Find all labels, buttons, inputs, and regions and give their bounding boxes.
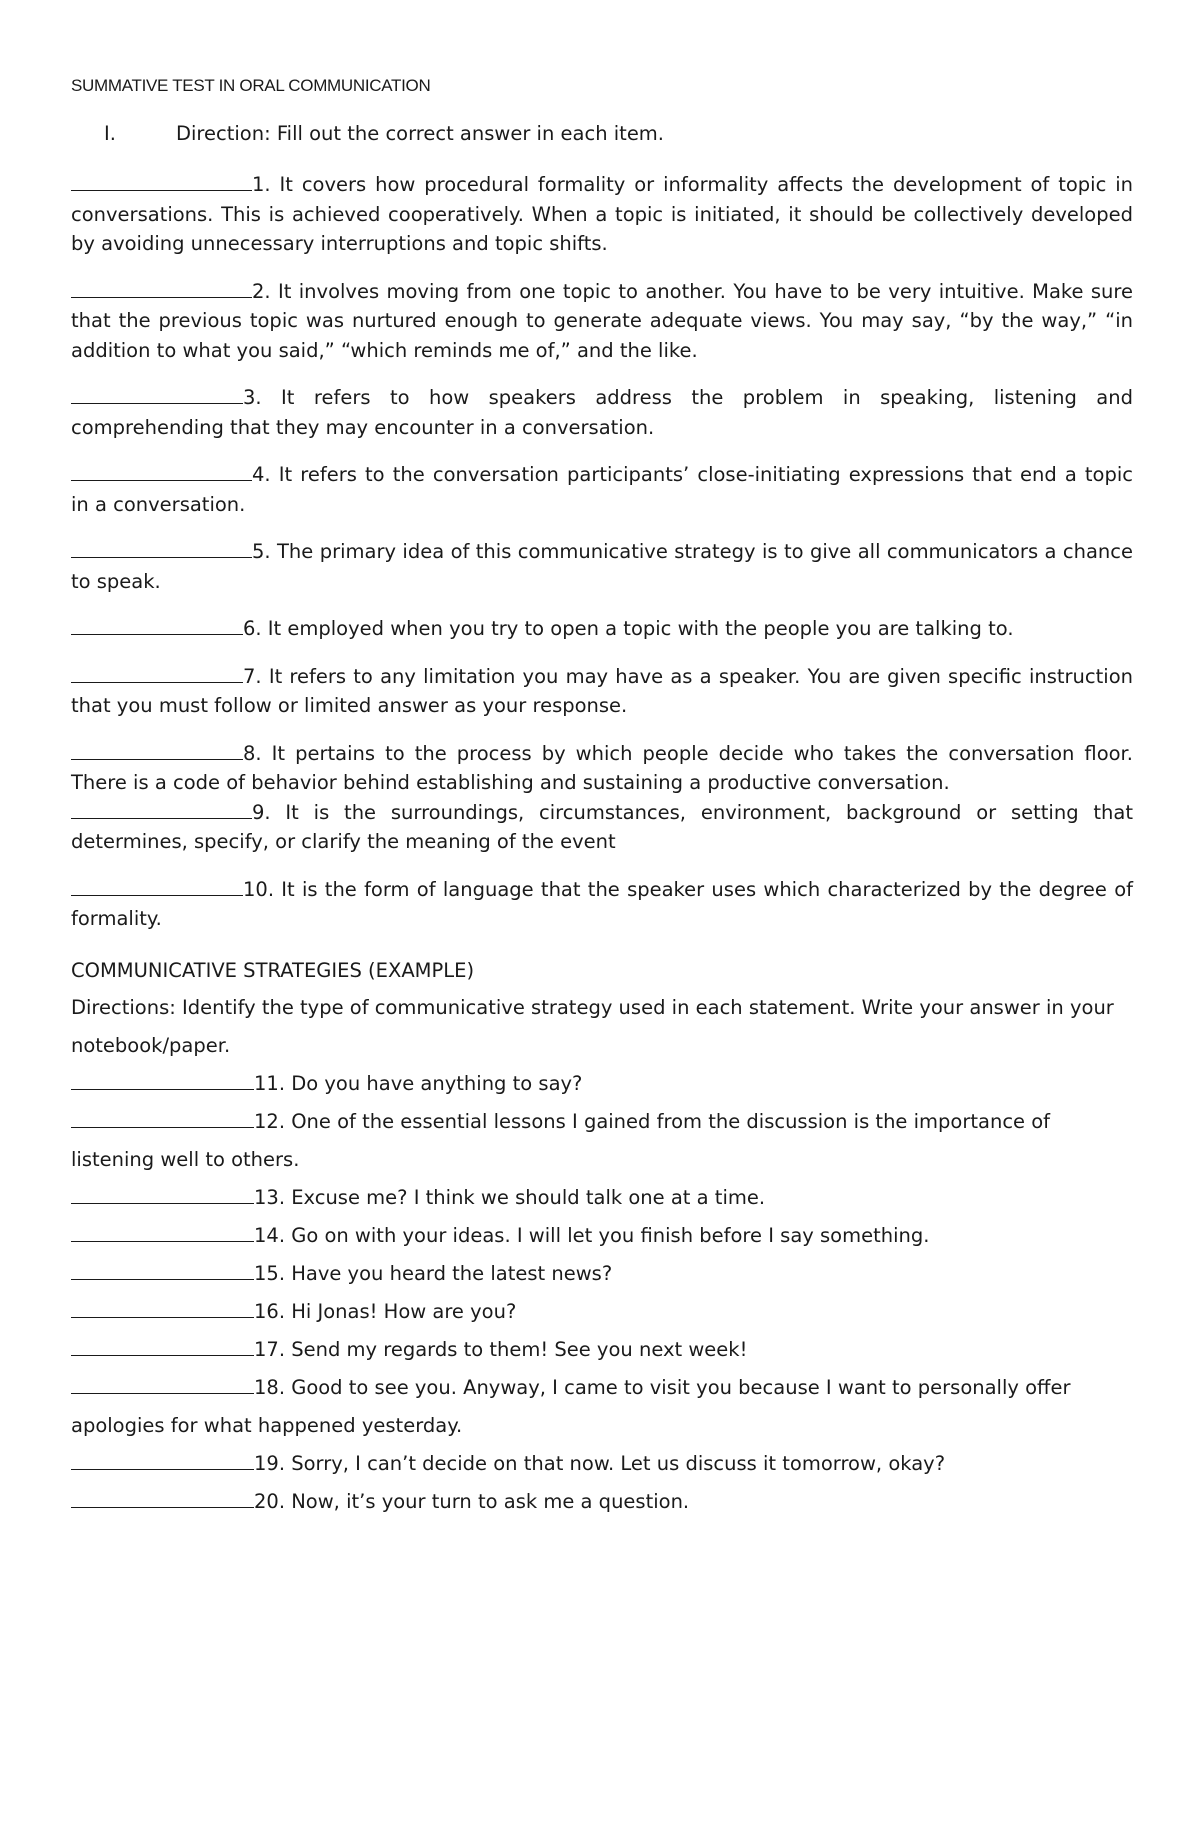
section-number: I. bbox=[104, 122, 116, 145]
question-item: 20. Now, it’s your turn to ask me a question. bbox=[71, 1483, 1133, 1521]
answer-blank[interactable] bbox=[71, 1491, 254, 1508]
question-item: 1. It covers how procedural formality or informality affects the development of topic in conversations. This is achieved cooperatively. When a topic is initiated, it should be collectively developed by avoiding unnecessary interruptions and topic shifts. bbox=[71, 173, 1133, 255]
part1-direction: Direction: Fill out the correct answer in each item. bbox=[176, 122, 665, 145]
answer-blank[interactable] bbox=[71, 1073, 254, 1090]
question-item: 5. The primary idea of this communicative strategy is to give all communicators a chance to speak. bbox=[71, 540, 1133, 593]
question-item: 8. It pertains to the process by which people decide who takes the conversation floor. There is a code of behavior behind establishing and sustaining a productive conversation. bbox=[71, 741, 1133, 794]
question-item: 17. Send my regards to them! See you next week! bbox=[71, 1331, 1133, 1369]
question-item: 11. Do you have anything to say? bbox=[71, 1065, 1133, 1103]
answer-blank[interactable] bbox=[71, 1187, 254, 1204]
question-item: 2. It involves moving from one topic to another. You have to be very intuitive. Make sure that the previous topic was nurtured enough to generate adequate views. You may say, “by the way,” “in addition to what you said,” “which reminds me of,” and the like. bbox=[71, 279, 1133, 362]
answer-blank[interactable] bbox=[71, 464, 252, 481]
answer-blank[interactable] bbox=[71, 618, 243, 635]
question-item: 10. It is the form of language that the speaker uses which characterized by the degree of formality. bbox=[71, 877, 1133, 930]
answer-blank[interactable] bbox=[71, 1225, 254, 1242]
answer-blank[interactable] bbox=[71, 1263, 254, 1280]
question-item: 13. Excuse me? I think we should talk one at a time. bbox=[71, 1179, 1133, 1217]
answer-blank[interactable] bbox=[71, 1111, 254, 1128]
question-item: 3. It refers to how speakers address the problem in speaking, listening and comprehending that they may encounter in a conversation. bbox=[71, 386, 1133, 439]
answer-blank[interactable] bbox=[71, 743, 243, 760]
answer-blank[interactable] bbox=[71, 541, 252, 558]
part1-items bbox=[71, 170, 1133, 952]
question-item: 15. Have you heard the latest news? bbox=[71, 1255, 1133, 1293]
question-item: 7. It refers to any limitation you may have as a speaker. You are given specific instruction that you must follow or limited answer as your response. bbox=[71, 664, 1133, 717]
answer-blank[interactable] bbox=[71, 387, 243, 404]
page-title: SUMMATIVE TEST IN ORAL COMMUNICATION bbox=[71, 76, 431, 95]
answer-blank[interactable] bbox=[71, 174, 252, 191]
question-item: 16. Hi Jonas! How are you? bbox=[71, 1293, 1133, 1331]
question-item: 18. Good to see you. Anyway, I came to visit you because I want to personally offer apologies for what happened yesterday. bbox=[71, 1376, 1071, 1437]
answer-blank[interactable] bbox=[71, 1301, 254, 1318]
answer-blank[interactable] bbox=[71, 281, 252, 298]
question-item: 9. It is the surroundings, circumstances, environment, background or setting that determines, specify, or clarify the meaning of the event bbox=[71, 800, 1133, 853]
question-item: 14. Go on with your ideas. I will let you finish before I say something. bbox=[71, 1217, 1133, 1255]
part2-section bbox=[71, 952, 1133, 1521]
answer-blank[interactable] bbox=[71, 1339, 254, 1356]
answer-blank[interactable] bbox=[71, 802, 252, 819]
section-title: COMMUNICATIVE STRATEGIES (EXAMPLE) bbox=[71, 959, 475, 982]
answer-blank[interactable] bbox=[71, 1453, 254, 1470]
answer-blank[interactable] bbox=[71, 879, 243, 896]
question-item: 4. It refers to the conversation participants’ close-initiating expressions that end a topic in a conversation. bbox=[71, 463, 1133, 516]
part2-direction: Directions: Identify the type of communicative strategy used in each statement. Write your answer in your notebook/paper. bbox=[71, 996, 1114, 1057]
answer-blank[interactable] bbox=[71, 666, 243, 683]
answer-blank[interactable] bbox=[71, 1377, 254, 1394]
question-item: 19. Sorry, I can’t decide on that now. Let us discuss it tomorrow, okay? bbox=[71, 1445, 1133, 1483]
question-item: 6. It employed when you try to open a topic with the people you are talking to. bbox=[71, 614, 1133, 644]
question-item: 12. One of the essential lessons I gained from the discussion is the importance of listening well to others. bbox=[71, 1110, 1051, 1171]
part1-direction-line bbox=[71, 122, 664, 145]
